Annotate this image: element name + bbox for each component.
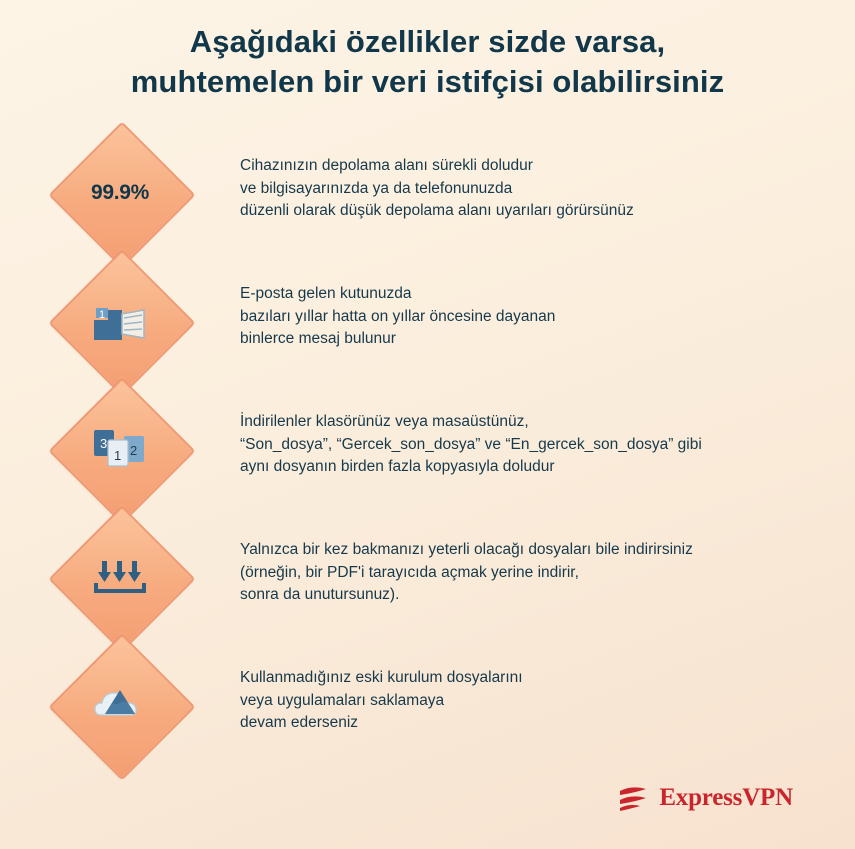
svg-text:2: 2 — [130, 443, 138, 459]
text-line: “Son_dosya”, “Gercek_son_dosya” ve “En_gercek_son_dosya” gibi — [240, 435, 702, 453]
text-line: Kullanmadığınız eski kurulum dosyalarını — [240, 669, 523, 687]
text-line: Cihazınızın depolama alanı sürekli doludur — [240, 157, 533, 175]
text-line: E-posta gelen kutunuzda — [240, 285, 412, 303]
text-line: bazıları yıllar hatta on yıllar öncesine dayanan — [240, 307, 556, 325]
svg-text:1: 1 — [114, 448, 122, 464]
list-item — [0, 641, 855, 769]
svg-text:1: 1 — [98, 309, 106, 322]
text-line: Yalnızca bir kez bakmanızı yeterli olacağı dosyaları bile indirirsiniz — [240, 541, 693, 559]
text-line: aynı dosyanın birden fazla kopyasıyla doludur — [240, 458, 555, 476]
brand-name: ExpressVPN — [659, 784, 793, 811]
text-line: devam ederseniz — [240, 714, 359, 732]
diamond-badge — [0, 385, 240, 513]
diamond-badge — [0, 257, 240, 385]
diamond-badge — [0, 129, 240, 257]
list-item-text — [240, 129, 855, 222]
list-item — [0, 257, 855, 385]
diamond-badge — [0, 513, 240, 641]
text-line: düzenli olarak düşük depolama alanı uyarıları görürsünüz — [240, 202, 634, 220]
list-item-text — [240, 641, 855, 734]
text-line: (örneğin, bir PDF'i tarayıcıda açmak yerine indirir, — [240, 563, 579, 581]
list-item — [0, 513, 855, 641]
duplicate-files-icon — [88, 422, 152, 476]
text-line: ve bilgisayarınızda ya da telefonunuzda — [240, 179, 513, 197]
text-line: veya uygulamaları saklamaya — [240, 691, 445, 709]
inbox-mail-icon — [88, 296, 152, 346]
headline-line-1: Aşağıdaki özellikler sizde varsa, — [189, 24, 666, 59]
feature-list — [0, 129, 855, 769]
svg-text:3: 3 — [100, 436, 108, 452]
page-title — [0, 0, 855, 101]
list-item — [0, 385, 855, 513]
list-item — [0, 129, 855, 257]
diamond-badge — [0, 641, 240, 769]
list-item-text — [240, 385, 855, 478]
text-line: binlerce mesaj bulunur — [240, 330, 396, 348]
headline-line-2: muhtemelen bir veri istifçisi olabilirsiniz — [130, 63, 725, 99]
cloud-storage-icon — [87, 681, 153, 729]
download-arrows-icon — [90, 555, 150, 599]
text-line: sonra da unutursunuz). — [240, 586, 400, 604]
list-item-text — [240, 513, 855, 606]
list-item-text — [240, 257, 855, 350]
text-line: İndirilenler klasörünüz veya masaüstünüz, — [240, 413, 529, 431]
brand-footer — [616, 783, 793, 813]
percent-label: 99.9% — [90, 181, 150, 205]
expressvpn-logo-icon — [616, 783, 650, 813]
